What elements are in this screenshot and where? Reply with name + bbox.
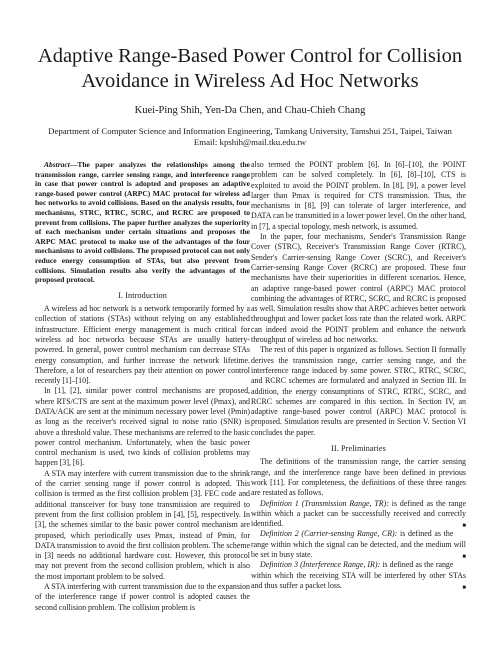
definition-2-body: is defined as the range within which the signal can be detected, and the medium will be set in busy state.	[251, 529, 466, 559]
definition-2-name: Definition 2 (Carrier-sensing Range, CR):	[260, 529, 398, 539]
left-column	[35, 160, 250, 613]
email-address: Email: kpshih@mail.tku.edu.tw	[193, 137, 307, 147]
abstract-body: —The paper analyzes the relationships among the transmission range, carrier sensing range, and interference range in case that power control is adopted and proposes an adaptive range-based power control (ARPC) MAC protocol for wireless ad hoc networks to avoid collisions. Based on the analysis results, four mechanisms, STRC, RTRC, SCRC, and RCRC are proposed to prevent from collisions. The paper further analyzes the superiority of each mechanism under certain situations and proposes the ARPC MAC protocol to make use of the advantages of the four mechanisms to avoid collisions. The proposed protocol can not only reduce energy consumption of STAs, but also prevent from collisions. Simulation results also verify the advantages of the proposed protocol.	[35, 160, 250, 285]
author-list: Kuei-Ping Shih, Yen-Da Chen, and Chau-Chieh Chang	[134, 105, 366, 116]
affiliation: Department of Computer Science and Information Engineering, Tamkang University, Tamshui 251, Taipei, Taiwan	[48, 126, 452, 136]
abstract	[35, 160, 250, 285]
preliminaries-paragraph: The definitions of the transmission range, the carrier sensing range, and the interference range have been defined in previous work [11]. For completeness, the definitions of these three ranges are restated as follows.	[251, 457, 466, 498]
section-heading-preliminaries: II. Preliminaries	[331, 444, 386, 454]
paper-title: Adaptive Range-Based Power Control for Collision Avoidance in Wireless Ad Hoc Networks	[37, 45, 463, 92]
right-column	[251, 160, 466, 593]
intro-paragraph-7: The rest of this paper is organized as follows. Section II formally derives the transmission range, carrier sensing range, and the interference range induced by some power. STRC, RTRC, SCRC, and RCRC schemes are formulated and analyzed in Section III. In addition, the energy consumptions of STRC, RTRC, SCRC, and RCRC schemes are compared in this section. In Section IV, an adaptive range-based power control (ARPC) MAC protocol is proposed. Simulation results are presented in Section V. Section VI concludes the paper.	[251, 345, 466, 437]
definition-2	[251, 529, 466, 560]
qed-symbol: ■	[462, 584, 466, 591]
abstract-lead: Abstract	[44, 160, 70, 169]
definition-3	[251, 560, 466, 591]
intro-paragraph-2: In [1], [2], similar power control mechanisms are proposed, where RTS/CTS are sent at the maximum power level (Pmax), and DATA/ACK are sent at the minimum necessary power level (Pmin) as long as the receiver's received signal to noise ratio (SNR) is above a threshold value. These mechanisms are referred to the basic power control mechanism. Unfortunately, when the basic power control mechanism is used, two kinds of collision problems may happen [3], [6].	[35, 386, 250, 468]
definition-1-name: Definition 1 (Transmission Range, TR):	[260, 498, 389, 508]
intro-paragraph-1: A wireless ad hoc network is a network temporarily formed by a collection of stations (STAs) without relying on any established infrastructure. Efficient energy management is much critical for wireless ad hoc networks because STAs are usually battery-powered. In general, power control mechanism can decrease STAs energy consumption, and further increase the network lifetime. Therefore, a lot of researchers pay their attention on power control recently [1]–[10].	[35, 304, 250, 386]
qed-symbol: ■	[462, 553, 466, 560]
section-heading-introduction: I. Introduction	[118, 290, 167, 300]
qed-symbol: ■	[462, 523, 466, 530]
definition-3-body: is defined as the range within which the receiving STA will be interfered by other STAs and thus suffer a packet loss.	[251, 560, 466, 590]
intro-paragraph-3: A STA may interfere with current transmission due to the shrink of the carrier sensing range if power control is adopted. This collision is termed as the first collision problem [3]. FEC code and additional transceiver for busy tone transmission are required to prevent from the first collision problem in [4], [5], respectively. In [3], the schemes similar to the basic power control mechanism are proposed, which periodically uses Pmax, instead of Pmin, for DATA transmission to avoid the first collision problem. The scheme in [3] needs no additional hardware cost. However, this protocol may not prevent from the second collision problem, which is also the most important problem to be solved.	[35, 468, 250, 581]
intro-paragraph-5: also termed the POINT problem [6]. In [6]–[10], the POINT problem can be solved completely. In [6], [8]–[10], CTS is exploited to avoid the POINT problem. In [8], [9], a power level larger than Pmax is required for CTS transmission. Thus, the mechanisms in [8], [9] can tolerate of larger interference, and DATA can be transmitted in a lower power level. On the other hand, in [7], a special topology, mesh network, is assumed.	[251, 160, 466, 231]
intro-paragraph-4: A STA interfering with current transmission due to the expansion of the interference range if power control is adopted causes the second collision problem. The collision problem is	[35, 582, 250, 612]
definition-1-body: is defined as the range within which a packet can be successfully received and correctly identified.	[251, 498, 466, 529]
affiliation-block	[20, 126, 480, 148]
intro-paragraph-6: In the paper, four mechanisms, Sender's Transmission Range Cover (STRC), Receiver's Transmission Range Cover (RTRC), Sender's Carrier-sensing Range Cover (SCRC), and Receiver's Carrier-sensing Range Cover (RCRC) are proposed. These four mechanisms have their superiorities in different scenarios. Hence, an adaptive range-based power control (ARPC) MAC protocol combining the advantages of RTRC, SCRC, and RCRC is proposed as well. Simulation results show that ARPC achieves better network throughput and lower packet loss rate than the related work. ARPC can indeed avoid the POINT problem and enhance the network throughput of wireless ad hoc networks.	[251, 232, 466, 345]
definition-3-name: Definition 3 (Interference Range, IR):	[260, 560, 381, 570]
definition-1	[251, 499, 466, 530]
